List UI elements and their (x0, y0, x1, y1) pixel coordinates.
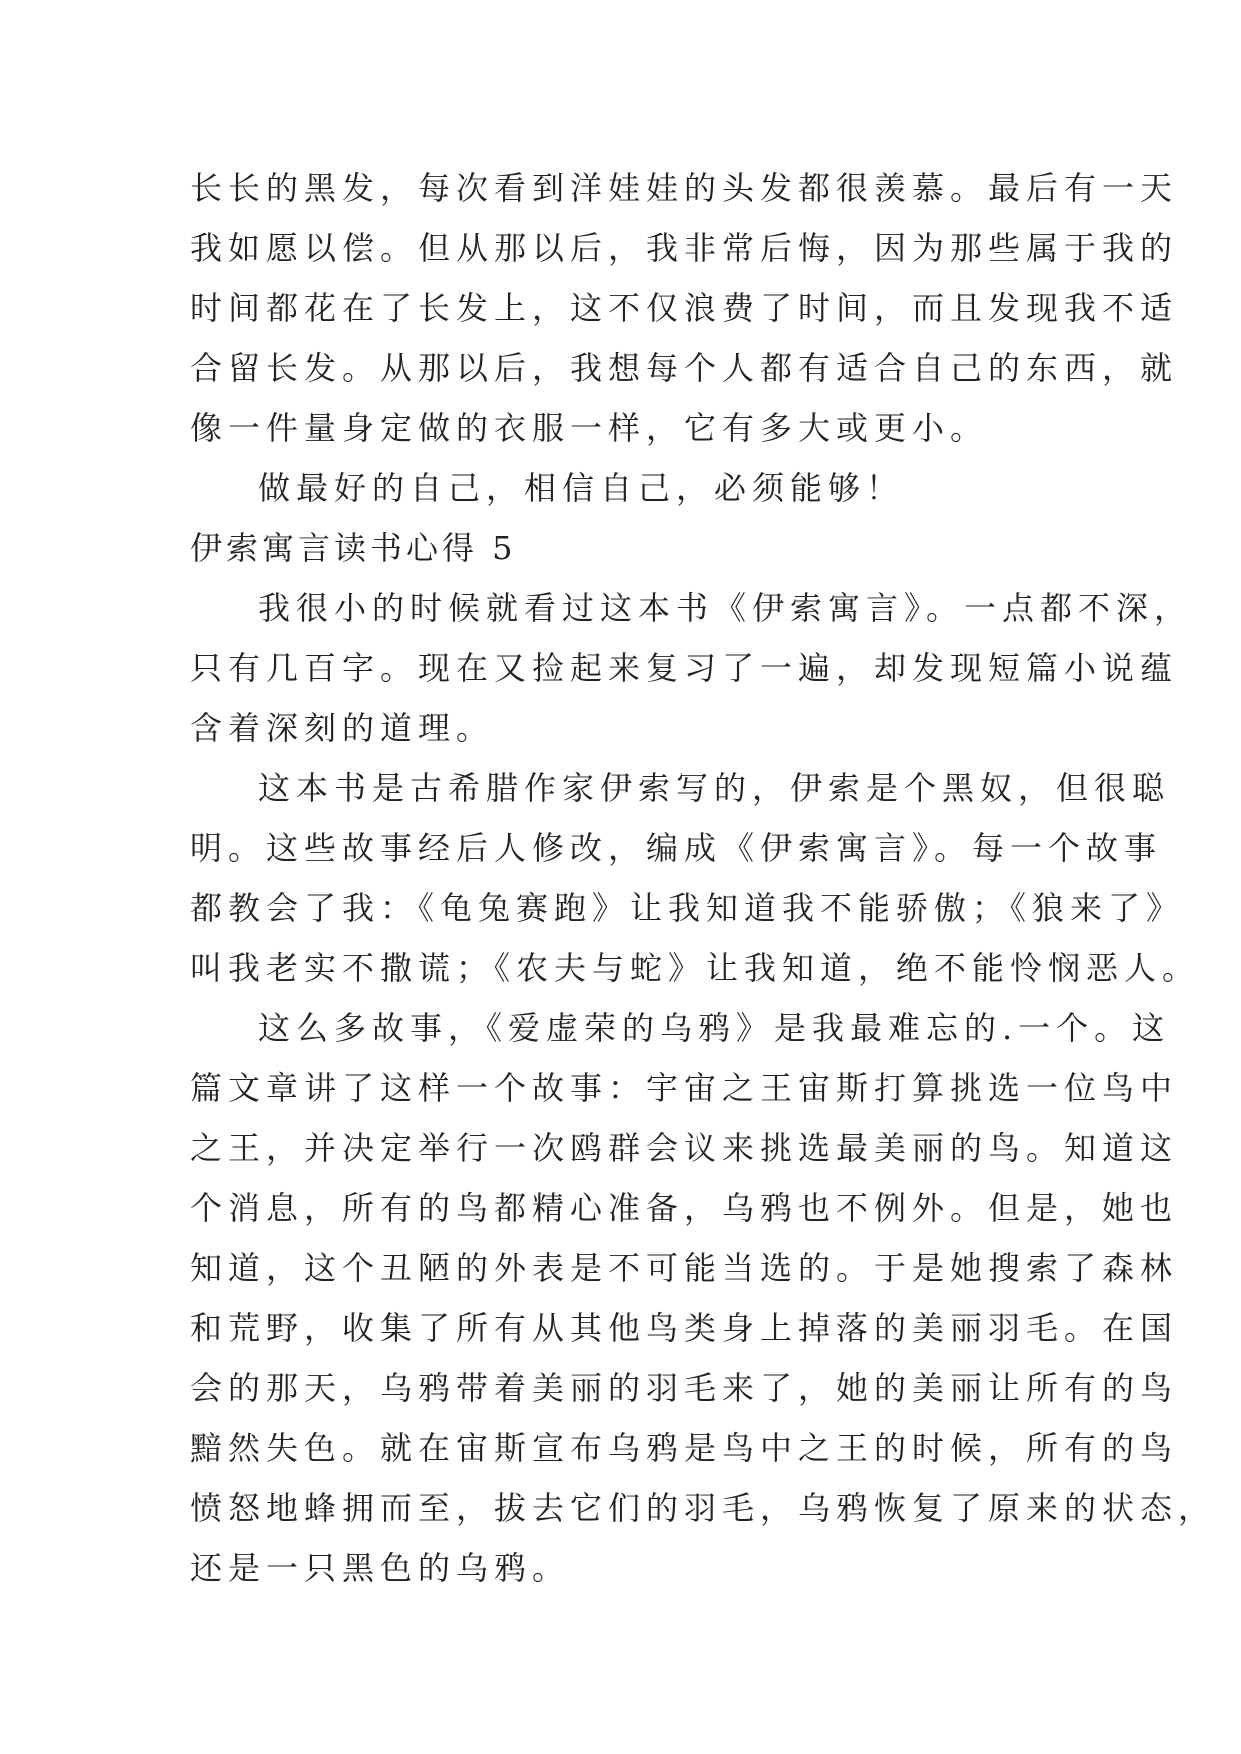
text-line: 会的那天，乌鸦带着美丽的羽毛来了，她的美丽让所有的鸟 (190, 1369, 1179, 1407)
text-line: 像一件量身定做的衣服一样，它有多大或更小。 (190, 409, 989, 447)
text-line: 叫我老实不撒谎；《农夫与蛇》让我知道，绝不能怜悯恶人。 (190, 949, 1201, 987)
text-line: 含着深刻的道理。 (190, 709, 495, 747)
text-line: 和荒野，收集了所有从其他鸟类身上掉落的美丽羽毛。在国 (190, 1309, 1179, 1347)
text-line: 都教会了我：《龟兔赛跑》让我知道我不能骄傲；《狼来了》 (190, 889, 1185, 927)
text-line: 还是一只黑色的乌鸦。 (190, 1549, 571, 1587)
text-line: 只有几百字。现在又捡起来复习了一遍，却发现短篇小说蕴 (190, 649, 1179, 687)
text-line: 明。这些故事经后人修改，编成《伊索寓言》。每一个故事 (190, 829, 1163, 867)
text-line: 这么多故事，《爱虚荣的乌鸦》是我最难忘的.一个。这 (258, 1009, 1171, 1047)
text-line: 这本书是古希腊作家伊索写的，伊索是个黑奴，但很聪 (258, 769, 1171, 807)
text-line: 合留长发。从那以后，我想每个人都有适合自己的东西，就 (190, 349, 1179, 387)
text-line: 愤怒地蜂拥而至，拔去它们的羽毛，乌鸦恢复了原来的状态， (190, 1489, 1217, 1527)
text-line: 知道，这个丑陋的外表是不可能当选的。于是她搜索了森林 (190, 1249, 1179, 1287)
text-line: 做最好的自己，相信自己，必须能够！ (258, 469, 905, 507)
text-line: 之王，并决定举行一次鸥群会议来挑选最美丽的鸟。知道这 (190, 1129, 1179, 1167)
text-line: 我很小的时候就看过这本书《伊索寓言》。一点都不深， (258, 589, 1193, 627)
text-line: 篇文章讲了这样一个故事：宇宙之王宙斯打算挑选一位鸟中 (190, 1069, 1179, 1107)
text-line: 长长的黑发，每次看到洋娃娃的头发都很羡慕。最后有一天 (190, 169, 1179, 207)
text-line: 黯然失色。就在宙斯宣布乌鸦是鸟中之王的时候，所有的鸟 (190, 1429, 1179, 1467)
text-line: 时间都花在了长发上，这不仅浪费了时间，而且发现我不适 (190, 289, 1179, 327)
section-heading: 伊索寓言读书心得 5 (190, 529, 517, 567)
text-line: 个消息，所有的鸟都精心准备，乌鸦也不例外。但是，她也 (190, 1189, 1179, 1227)
text-line: 我如愿以偿。但从那以后，我非常后悔，因为那些属于我的 (190, 229, 1179, 267)
document-body (190, 158, 1217, 1598)
